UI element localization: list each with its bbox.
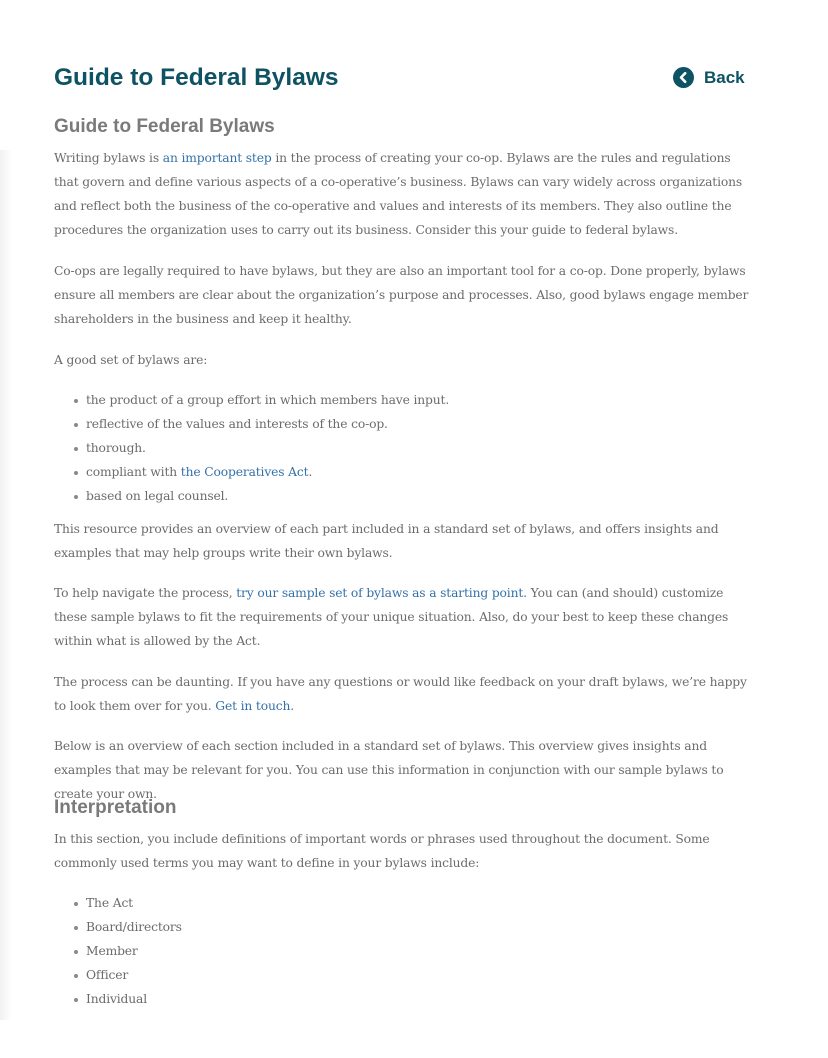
navigate-paragraph: [54, 581, 754, 653]
list-item: thorough.: [54, 436, 754, 460]
get-in-touch-link[interactable]: Get in touch: [215, 699, 291, 713]
back-button[interactable]: [673, 67, 745, 88]
page-title: Guide to Federal Bylaws: [54, 64, 339, 91]
contact-text-start: The process can be daunting. If you have any questions or would like feedback on your draft bylaws, we’re happy to look them over for you.: [54, 675, 747, 713]
sections-overview-paragraph: Below is an overview of each section included in a standard set of bylaws. This overview gives insights and examples that may be relevant for you. You can use this information in conjunction with our sample bylaws to create your own.: [54, 739, 724, 801]
contact-paragraph: [54, 670, 754, 718]
important-step-link[interactable]: an important step: [162, 151, 272, 165]
contact-text-end: .: [290, 699, 295, 713]
chevron-left-icon: [673, 67, 694, 88]
back-label: Back: [704, 67, 745, 87]
list-item: [54, 460, 754, 484]
overview-paragraph: This resource provides an overview of each part included in a standard set of bylaws, and offers insights and examples that may help groups write their own bylaws.: [54, 522, 719, 560]
list-item: Board/directors: [54, 915, 754, 939]
list-item-text-end: .: [308, 465, 313, 479]
interpretation-paragraph: In this section, you include definitions of important words or phrases used throughout the document. Some commonly used terms you may want to define in your bylaws include:: [54, 832, 710, 870]
section-heading-guide: Guide to Federal Bylaws: [54, 116, 275, 137]
defined-terms-list: [54, 891, 754, 1011]
list-item: Officer: [54, 963, 754, 987]
navigate-text-start: To help navigate the process,: [54, 586, 237, 600]
list-item: the product of a group effort in which members have input.: [54, 388, 754, 412]
list-item: reflective of the values and interests of the co-op.: [54, 412, 754, 436]
intro-text-end: in the process of creating your co-op. Bylaws are the rules and regulations that govern and define various aspects of a co-operative’s business. Bylaws can vary widely across organizations and reflect both the business of the co-operative and values and interests of its members. They also outline the procedures the organization uses to carry out its business. Consider this your guide to federal bylaws.: [54, 151, 743, 237]
intro-text-start: Writing bylaws is: [54, 151, 163, 165]
list-item: Member: [54, 939, 754, 963]
list-item: based on legal counsel.: [54, 484, 754, 508]
legal-requirement-paragraph: Co-ops are legally required to have bylaws, but they are also an important tool for a co-op. Done properly, bylaws ensure all members are clear about the organization’s purpose and processes. Also, good bylaws engage member shareholders in the business and keep it healthy.: [54, 264, 749, 326]
page-header: [54, 62, 744, 102]
cooperatives-act-link[interactable]: the Cooperatives Act: [180, 465, 309, 479]
intro-paragraph: [54, 146, 754, 242]
page-edge-shadow: [0, 150, 12, 1020]
section-heading-interpretation: Interpretation: [54, 797, 177, 818]
good-bylaws-list: [54, 388, 754, 508]
list-item: Individual: [54, 987, 754, 1011]
navigate-text-end: You can (and should) customize these sample bylaws to fit the requirements of your unique situation. Also, do your best to keep these changes within what is allowed by the Act.: [54, 586, 729, 648]
list-item-text: compliant with: [86, 465, 181, 479]
sample-bylaws-link[interactable]: try our sample set of bylaws as a starting point.: [236, 586, 527, 600]
good-bylaws-lead: A good set of bylaws are:: [54, 353, 208, 367]
list-item: The Act: [54, 891, 754, 915]
